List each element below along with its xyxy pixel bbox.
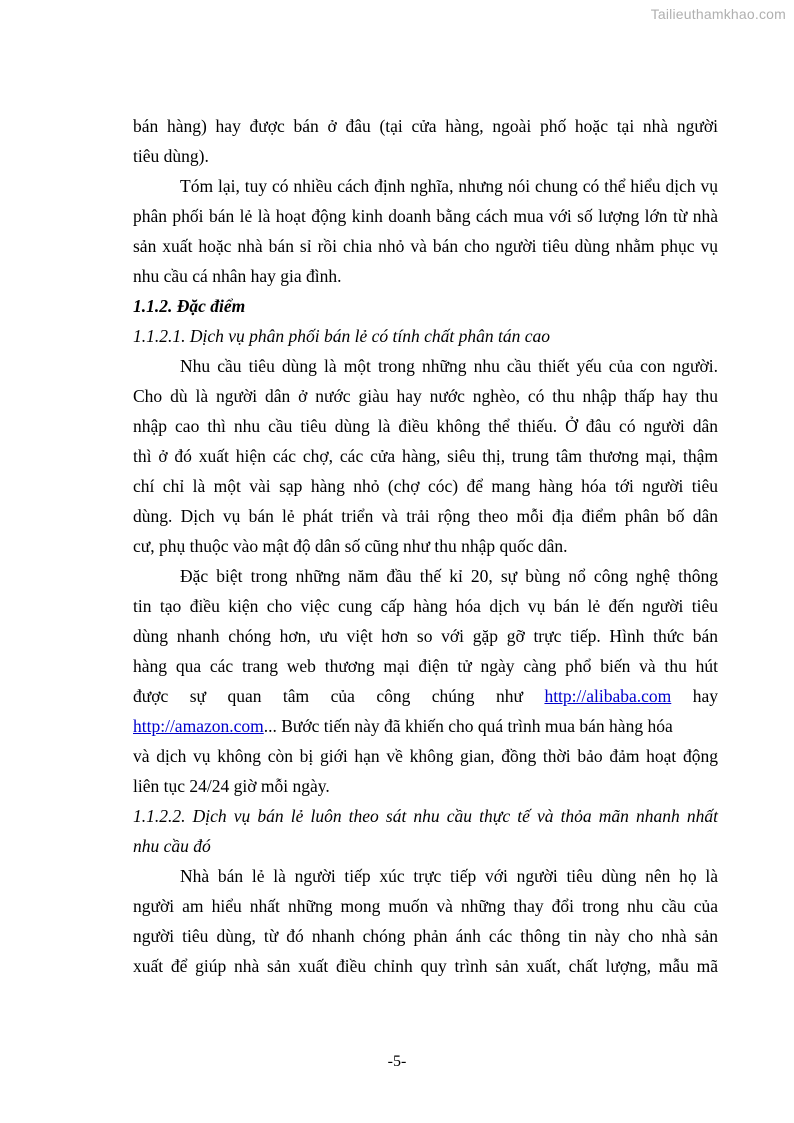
text-line: Nhu cầu tiêu dùng là một trong những nhu cầu thiết yếu của con người. [180, 356, 718, 376]
text-line: Cho dù là người dân ở nước giàu hay nước nghèo, có thu nhập thấp hay thu [133, 386, 718, 406]
text-line: dùng nhanh chóng hơn, ưu việt hơn so với gặp gỡ trực tiếp. Hình thức bán [133, 626, 718, 646]
document-body [133, 111, 718, 981]
subsection-heading-cont: nhu cầu đó [133, 836, 211, 856]
text-line: Nhà bán lẻ là người tiếp xúc trực tiếp với người tiêu dùng nên họ là [180, 866, 718, 886]
text-line: tin tạo điều kiện cho việc cung cấp hàng hóa dịch vụ bán lẻ đến người tiêu [133, 596, 718, 616]
text-line: sản xuất hoặc nhà bán sỉ rồi chia nhỏ và bán cho người tiêu dùng nhằm phục vụ [133, 236, 718, 256]
text-segment: ... Bước tiến này đã khiến cho quá trình mua bán hàng hóa [263, 716, 673, 736]
text-line: Tóm lại, tuy có nhiều cách định nghĩa, nhưng nói chung có thể hiểu dịch vụ [180, 176, 718, 196]
text-line: bán hàng) hay được bán ở đâu (tại cửa hàng, ngoài phố hoặc tại nhà người [133, 116, 718, 136]
text-line: hàng qua các trang web thương mại điện tử ngày càng phổ biến và thu hút [133, 656, 718, 676]
text-line-with-link [133, 711, 718, 741]
text-segment: được sự quan tâm của công chúng như [133, 686, 523, 706]
watermark: Tailieuthamkhao.com [650, 6, 786, 22]
text-line: xuất để giúp nhà sản xuất điều chỉnh quy trình sản xuất, chất lượng, mẫu mã [133, 956, 718, 976]
section-heading: 1.1.2. Đặc điểm [133, 296, 246, 316]
text-line: cư, phụ thuộc vào mật độ dân số cũng như thu nhập quốc dân. [133, 536, 568, 556]
text-line: người tiêu dùng, từ đó nhanh chóng phản ánh các thông tin này cho nhà sản [133, 926, 718, 946]
text-line: nhập cao thì nhu cầu tiêu dùng là điều không thể thiếu. Ở đâu có người dân [133, 416, 718, 436]
subsection-heading: 1.1.2.2. Dịch vụ bán lẻ luôn theo sát nhu cầu thực tế và thỏa mãn nhanh nhất [133, 806, 718, 826]
text-segment: hay [692, 686, 719, 706]
text-line: chí chỉ là một vài sạp hàng nhỏ (chợ cóc) để mang hàng hóa tới người tiêu [133, 476, 718, 496]
text-line: phân phối bán lẻ là hoạt động kinh doanh bằng cách mua với số lượng lớn từ nhà [133, 206, 718, 226]
text-line: thì ở đó xuất hiện các chợ, các cửa hàng, siêu thị, trung tâm thương mại, thậm [133, 446, 718, 466]
subsection-heading: 1.1.2.1. Dịch vụ phân phối bán lẻ có tính chất phân tán cao [133, 326, 551, 346]
text-line: người am hiểu nhất những mong muốn và những thay đổi trong nhu cầu của [133, 896, 718, 916]
text-line: tiêu dùng). [133, 146, 209, 166]
text-line: liên tục 24/24 giờ mỗi ngày. [133, 776, 330, 796]
text-line: và dịch vụ không còn bị giới hạn về không gian, đồng thời bảo đảm hoạt động [133, 746, 718, 766]
amazon-link[interactable]: http://amazon.com [133, 716, 264, 736]
text-line: nhu cầu cá nhân hay gia đình. [133, 266, 342, 286]
alibaba-link[interactable]: http://alibaba.com [544, 686, 672, 706]
text-line: dùng. Dịch vụ bán lẻ phát triển và trải rộng theo mỗi địa điểm phân bố dân [133, 506, 718, 526]
page-number: -5- [387, 1053, 407, 1070]
text-line: Đặc biệt trong những năm đầu thế kỉ 20, sự bùng nổ công nghệ thông [180, 566, 718, 586]
text-line-with-link [133, 681, 718, 711]
